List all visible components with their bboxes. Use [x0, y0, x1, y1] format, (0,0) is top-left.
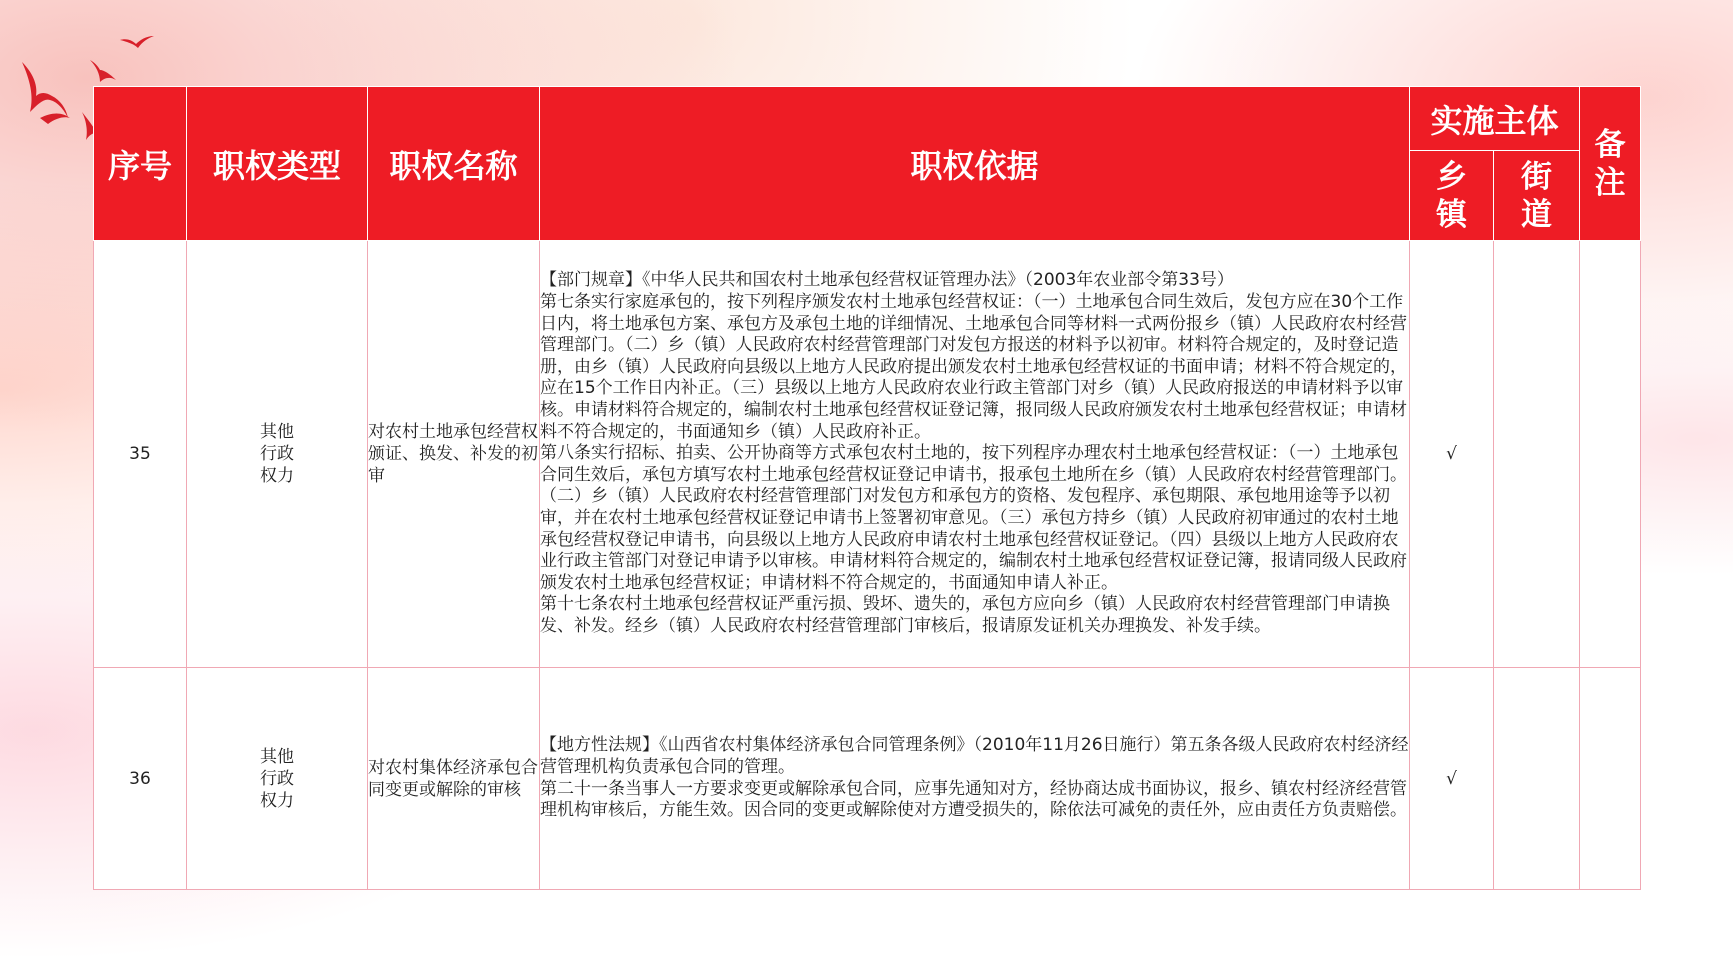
row-remark [1580, 241, 1641, 668]
row-basis: 【部门规章】《中华人民共和国农村土地承包经营权证管理办法》（2003年农业部令第33号） 第七条实行家庭承包的，按下列程序颁发农村土地承包经营权证：（一）土地承包合同生效后，发包方应在30个工作日内，将土地承包方案、承包方及承包土地的详细情况、土地承包合同等材料一式两份报乡（镇）人民政府农村经营管理部门。（二）乡（镇）人民政府农村经营管理部门对发包方报送的材料予以初审。材料符合规定的，及时登记造册，由乡（镇）人民政府向县级以上地方人民政府提出颁发农村土地承包经营权证的书面申请；材料不符合规定的，应在15个工作日内补正。（三）县级以上地方人民政府农业行政主管部门对乡（镇）人民政府报送的申请材料予以审核。申请材料符合规定的，编制农村土地承包经营权证登记簿，报同级人民政府颁发农村土地承包经营权证；申请材料不符合规定的，书面通知乡（镇）人民政府补正。 第八条实行招标、拍卖、公开协商等方式承包农村土地的，按下列程序办理农村土地承包经营权证：（一）土地承包合同生效后，承包方填写农村土地承包经营权证登记申请书，报承包土地所在乡（镇）人民政府农村经营管理部门。（二）乡（镇）人民政府农村经营管理部门对发包方和承包方的资格、发包程序、承包期限、承包地用途等予以初审，并在农村土地承包经营权证登记申请书上签署初审意见。（三）承包方持乡（镇）人民政府初审通过的农村土地承包经营权登记申请书，向县级以上地方人民政府申请农村土地承包经营权证登记。（四）县级以上地方人民政府农业行政主管部门对登记申请予以审核。申请材料符合规定的，编制农村土地承包经营权证登记簿，报请同级人民政府颁发农村土地承包经营权证；申请材料不符合规定的，书面通知申请人补正。 第十七条农村土地承包经营权证严重污损、毁坏、遗失的，承包方应向乡（镇）人民政府农村经营管理部门申请换发、补发。经乡（镇）人民政府农村经营管理部门审核后，报请原发证机关办理换发、补发手续。 [540, 241, 1410, 668]
row-name: 对农村土地承包经营权颁证、换发、补发的初审 [368, 241, 540, 668]
row-township-check: √ [1410, 668, 1494, 890]
power-list-table [93, 86, 1641, 890]
row-street [1494, 241, 1580, 668]
header-street: 街 道 [1494, 151, 1580, 241]
row-basis: 【地方性法规】《山西省农村集体经济承包合同管理条例》（2010年11月26日施行）第五条各级人民政府农村经济经营管理机构负责承包合同的管理。 第二十一条当事人一方要求变更或解除承包合同，应事先通知对方，经协商达成书面协议，报乡、镇农村经济经营管理机构审核后，方能生效。因合同的变更或解除使对方遭受损失的，除依法可减免的责任外，应由责任方负责赔偿。 [540, 668, 1410, 890]
header-basis: 职权依据 [540, 87, 1410, 241]
row-type: 其他 行政 权力 [187, 668, 368, 890]
header-township: 乡 镇 [1410, 151, 1494, 241]
header-seq: 序号 [94, 87, 187, 241]
row-name: 对农村集体经济承包合同变更或解除的审核 [368, 668, 540, 890]
table-row [94, 668, 1641, 890]
row-street [1494, 668, 1580, 890]
row-seq: 36 [94, 668, 187, 890]
header-subject: 实施主体 [1410, 87, 1580, 151]
header-type: 职权类型 [187, 87, 368, 241]
header-name: 职权名称 [368, 87, 540, 241]
header-remark: 备 注 [1580, 87, 1641, 241]
row-type: 其他 行政 权力 [187, 241, 368, 668]
table-row [94, 241, 1641, 668]
row-township-check: √ [1410, 241, 1494, 668]
row-remark [1580, 668, 1641, 890]
row-seq: 35 [94, 241, 187, 668]
